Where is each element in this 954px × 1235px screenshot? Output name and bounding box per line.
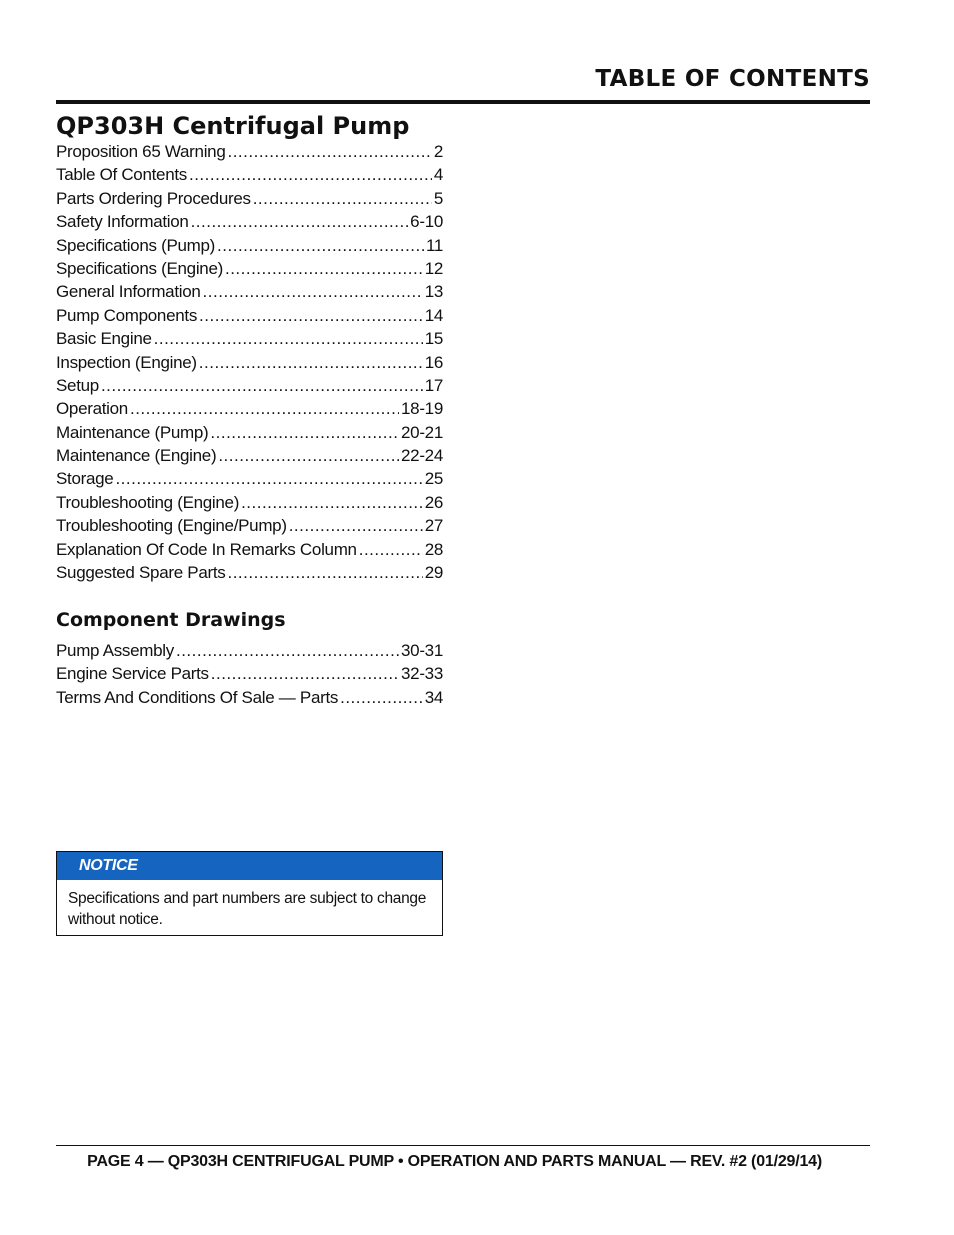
toc-entry[interactable] <box>56 399 443 422</box>
notice-text: Specifications and part numbers are subject to change without notice. <box>68 890 427 928</box>
toc-entry[interactable] <box>56 563 443 586</box>
toc-entry-page: 5 <box>433 188 443 208</box>
footer-divider <box>56 1145 870 1146</box>
toc-entry-label: Table Of Contents <box>56 165 187 185</box>
toc-entry-label: Pump Assembly <box>56 641 174 660</box>
toc-entry-label: Storage <box>56 469 114 489</box>
toc-entry-page: 25 <box>424 469 443 489</box>
toc-leader-dots <box>340 688 423 708</box>
document-title: QP303H Centrifugal Pump <box>56 112 410 140</box>
toc-entry-label: Troubleshooting (Engine) <box>56 492 240 512</box>
toc-entry-page: 29 <box>424 563 443 583</box>
toc-entry-label: Setup <box>56 375 99 395</box>
toc-entry[interactable] <box>56 641 443 664</box>
toc-entry-page: 12 <box>424 258 443 278</box>
toc-entry-label: Basic Engine <box>56 329 152 349</box>
toc-entry-page: 30-31 <box>401 641 443 660</box>
toc-entry[interactable] <box>56 212 443 235</box>
toc-leader-dots <box>189 165 432 185</box>
toc-entry-page: 28 <box>424 539 443 559</box>
toc-leader-dots <box>253 189 432 209</box>
toc-leader-dots <box>203 282 423 302</box>
toc-list-drawings <box>56 641 443 711</box>
toc-entry-page: 17 <box>424 375 443 395</box>
toc-leader-dots <box>227 142 431 162</box>
toc-entry-label: Explanation Of Code In Remarks Column <box>56 539 357 559</box>
toc-entry-page: 13 <box>424 282 443 302</box>
toc-leader-dots <box>359 540 423 560</box>
toc-leader-dots <box>199 353 423 373</box>
toc-entry-label: Maintenance (Pump) <box>56 422 209 442</box>
toc-leader-dots <box>289 516 423 536</box>
toc-entry-page: 32-33 <box>401 664 443 684</box>
toc-entry-page: 14 <box>424 305 443 325</box>
header-divider <box>56 100 870 104</box>
toc-entry-label: Pump Components <box>56 305 198 325</box>
toc-leader-dots <box>101 376 423 396</box>
toc-entry[interactable] <box>56 142 443 165</box>
toc-leader-dots <box>225 259 423 279</box>
toc-entry-page: 16 <box>424 352 443 372</box>
toc-entry[interactable] <box>56 493 443 516</box>
toc-list-main <box>56 142 443 586</box>
toc-entry-page: 26 <box>424 492 443 512</box>
toc-entry-label: Specifications (Pump) <box>56 235 216 255</box>
notice-box <box>56 851 443 936</box>
toc-entry-page: 27 <box>424 516 443 536</box>
component-drawings-heading: Component Drawings <box>56 609 286 631</box>
toc-leader-dots <box>241 493 423 513</box>
toc-entry[interactable] <box>56 516 443 539</box>
toc-entry-page: 20-21 <box>401 422 443 442</box>
toc-leader-dots <box>130 399 399 419</box>
toc-entry[interactable] <box>56 165 443 188</box>
toc-entry-page: 34 <box>424 687 443 707</box>
toc-leader-dots <box>218 446 399 466</box>
toc-entry-label: Maintenance (Engine) <box>56 446 217 466</box>
toc-entry-page: 11 <box>425 235 443 255</box>
toc-entry[interactable] <box>56 306 443 329</box>
footer-text: PAGE 4 — QP303H CENTRIFUGAL PUMP • OPERATION AND PARTS MANUAL — REV. #2 (01/29/14) <box>87 1153 822 1170</box>
page-header-title: TABLE OF CONTENTS <box>595 66 870 92</box>
toc-entry[interactable] <box>56 688 443 711</box>
toc-leader-dots <box>191 212 409 232</box>
toc-entry[interactable] <box>56 353 443 376</box>
toc-entry-page: 2 <box>433 142 443 161</box>
toc-entry[interactable] <box>56 282 443 305</box>
notice-header: NOTICE <box>57 852 442 880</box>
toc-entry[interactable] <box>56 423 443 446</box>
toc-entry-label: Suggested Spare Parts <box>56 563 226 583</box>
toc-entry[interactable] <box>56 469 443 492</box>
toc-entry-page: 6-10 <box>410 212 443 232</box>
toc-leader-dots <box>154 329 423 349</box>
toc-entry[interactable] <box>56 259 443 282</box>
toc-entry-page: 15 <box>424 329 443 349</box>
toc-entry-label: Troubleshooting (Engine/Pump) <box>56 516 287 536</box>
toc-entry[interactable] <box>56 540 443 563</box>
toc-entry[interactable] <box>56 189 443 212</box>
toc-leader-dots <box>115 469 422 489</box>
toc-entry-label: General Information <box>56 282 201 302</box>
toc-entry[interactable] <box>56 329 443 352</box>
toc-entry-label: Parts Ordering Procedures <box>56 188 251 208</box>
toc-entry-page: 4 <box>433 165 443 185</box>
toc-entry-page: 22-24 <box>401 446 443 466</box>
toc-leader-dots <box>210 423 399 443</box>
toc-entry-label: Engine Service Parts <box>56 664 209 684</box>
toc-entry[interactable] <box>56 446 443 469</box>
toc-entry-label: Terms And Conditions Of Sale — Parts <box>56 687 339 707</box>
toc-leader-dots <box>199 306 423 326</box>
toc-entry[interactable] <box>56 376 443 399</box>
toc-leader-dots <box>217 236 424 256</box>
toc-entry-label: Safety Information <box>56 212 189 232</box>
toc-leader-dots <box>176 641 399 661</box>
toc-entry-label: Operation <box>56 399 128 419</box>
toc-leader-dots <box>227 563 422 583</box>
toc-entry[interactable] <box>56 664 443 687</box>
toc-entry-page: 18-19 <box>401 399 443 419</box>
toc-entry-label: Proposition 65 Warning <box>56 142 226 161</box>
toc-entry-label: Specifications (Engine) <box>56 258 223 278</box>
toc-leader-dots <box>211 664 399 684</box>
toc-entry-label: Inspection (Engine) <box>56 352 197 372</box>
toc-entry[interactable] <box>56 236 443 259</box>
